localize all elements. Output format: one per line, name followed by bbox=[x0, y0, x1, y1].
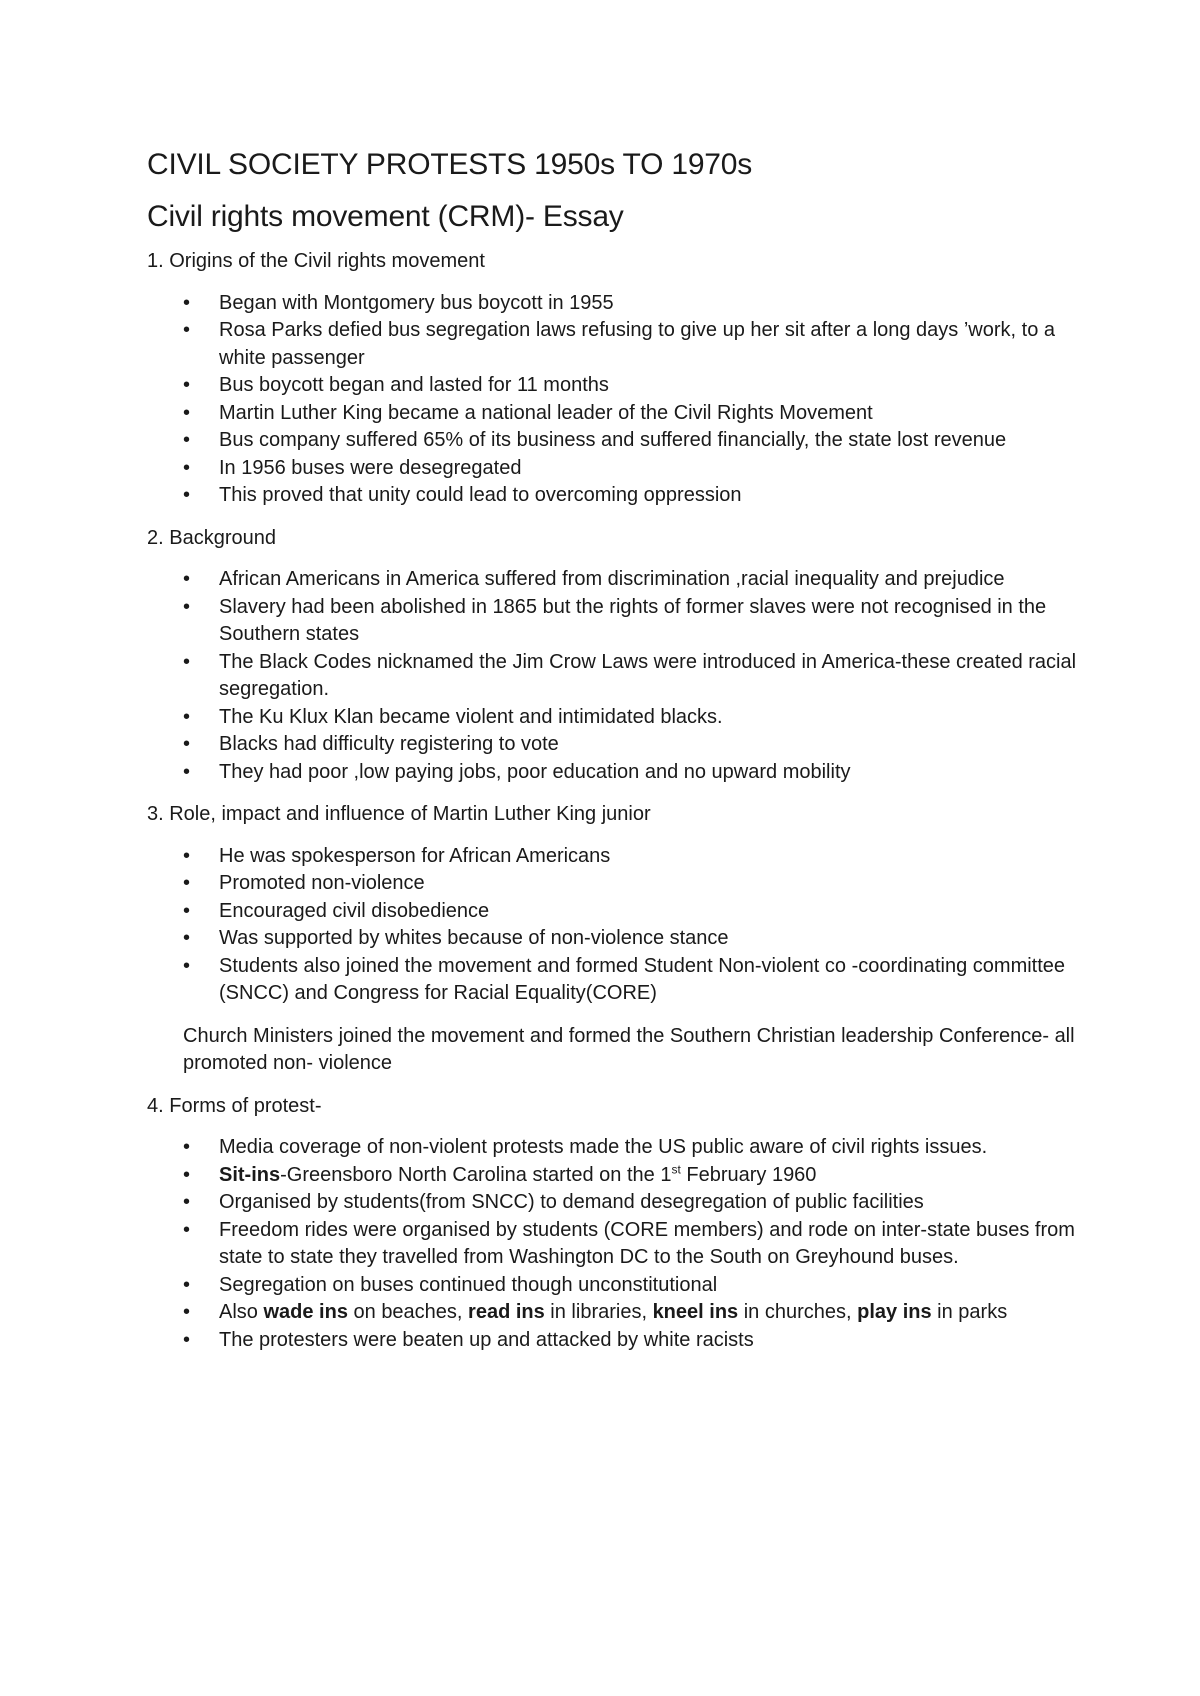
play-ins-bold: play ins bbox=[857, 1301, 932, 1323]
section-heading-mlk: 3. Role, impact and influence of Martin Luther King junior bbox=[147, 803, 651, 825]
list-item: • Encouraged civil disobedience bbox=[219, 898, 1077, 926]
list-item: • Was supported by whites because of non-violence stance bbox=[219, 925, 1077, 953]
document-subtitle: Civil rights movement (CRM)- Essay bbox=[147, 200, 624, 233]
mlk-list bbox=[147, 843, 1077, 1008]
list-item: • Organised by students(from SNCC) to demand desegregation of public facilities bbox=[219, 1189, 1077, 1217]
list-item: • He was spokesperson for African Americans bbox=[219, 843, 1077, 871]
list-item: • They had poor ,low paying jobs, poor education and no upward mobility bbox=[219, 759, 1077, 787]
list-item: • Slavery had been abolished in 1865 but the rights of former slaves were not recognised in the Southern states bbox=[219, 594, 1077, 649]
list-item: • Promoted non-violence bbox=[219, 870, 1077, 898]
sit-ins-text: -Greensboro North Carolina started on the 1 bbox=[280, 1163, 672, 1186]
section-heading-background: 2. Background bbox=[147, 526, 276, 549]
text-run: in parks bbox=[931, 1301, 1008, 1323]
church-ministers-paragraph: Church Ministers joined the movement and formed the Southern Christian leadership Conference- all promoted non- violence bbox=[183, 1024, 1075, 1074]
list-item: • Blacks had difficulty registering to vote bbox=[219, 731, 1077, 759]
list-item: • Martin Luther King became a national leader of the Civil Rights Movement bbox=[219, 400, 1077, 428]
document-title: CIVIL SOCIETY PROTESTS 1950s TO 1970s bbox=[147, 148, 753, 181]
section-heading-origins: 1. Origins of the Civil rights movement bbox=[147, 250, 485, 272]
forms-of-protest-list bbox=[147, 1134, 1077, 1354]
list-item: • Began with Montgomery bus boycott in 1955 bbox=[219, 290, 1077, 318]
list-item: • Media coverage of non-violent protests made the US public aware of civil rights issues. bbox=[219, 1134, 1077, 1162]
text-run: in libraries, bbox=[544, 1301, 653, 1323]
list-item bbox=[219, 1162, 1077, 1190]
read-ins-bold: read ins bbox=[468, 1301, 545, 1323]
text-run: in churches, bbox=[738, 1301, 858, 1323]
list-item bbox=[219, 1299, 1077, 1327]
list-item: • In 1956 buses were desegregated bbox=[219, 455, 1077, 483]
list-item: • Bus company suffered 65% of its business and suffered financially, the state lost revenue bbox=[219, 427, 1077, 455]
document-page bbox=[147, 146, 1077, 1369]
text-run: on beaches, bbox=[347, 1301, 469, 1323]
list-item: • African Americans in America suffered from discrimination ,racial inequality and prejudice bbox=[219, 566, 1077, 594]
origins-list bbox=[147, 290, 1077, 510]
list-item: • The Black Codes nicknamed the Jim Crow Laws were introduced in America-these created racial segregation. bbox=[219, 649, 1077, 704]
background-list bbox=[147, 566, 1077, 786]
kneel-ins-bold: kneel ins bbox=[652, 1301, 739, 1323]
list-item: • Freedom rides were organised by students (CORE members) and rode on inter-state buses from state to state they travelled from Washington DC to the South on Greyhound buses. bbox=[219, 1217, 1077, 1272]
list-item: • Rosa Parks defied bus segregation laws refusing to give up her sit after a long days ’work, to a white passenger bbox=[219, 317, 1077, 372]
text-run: Also bbox=[219, 1301, 264, 1323]
list-item: • The Ku Klux Klan became violent and intimidated blacks. bbox=[219, 704, 1077, 732]
list-item: • The protesters were beaten up and attacked by white racists bbox=[219, 1327, 1077, 1355]
sit-ins-date: February 1960 bbox=[680, 1163, 817, 1186]
ordinal-suffix: st bbox=[671, 1161, 681, 1176]
section-heading-forms-of-protest: 4. Forms of protest- bbox=[147, 1094, 322, 1117]
wade-ins-bold: wade ins bbox=[263, 1301, 348, 1323]
sit-ins-bold: Sit-ins bbox=[219, 1163, 281, 1186]
list-item: • Students also joined the movement and formed Student Non-violent co -coordinating committee (SNCC) and Congress for Racial Equality(CORE) bbox=[219, 953, 1077, 1008]
list-item: • This proved that unity could lead to overcoming oppression bbox=[219, 482, 1077, 510]
list-item: • Bus boycott began and lasted for 11 months bbox=[219, 372, 1077, 400]
list-item: • Segregation on buses continued though unconstitutional bbox=[219, 1272, 1077, 1300]
